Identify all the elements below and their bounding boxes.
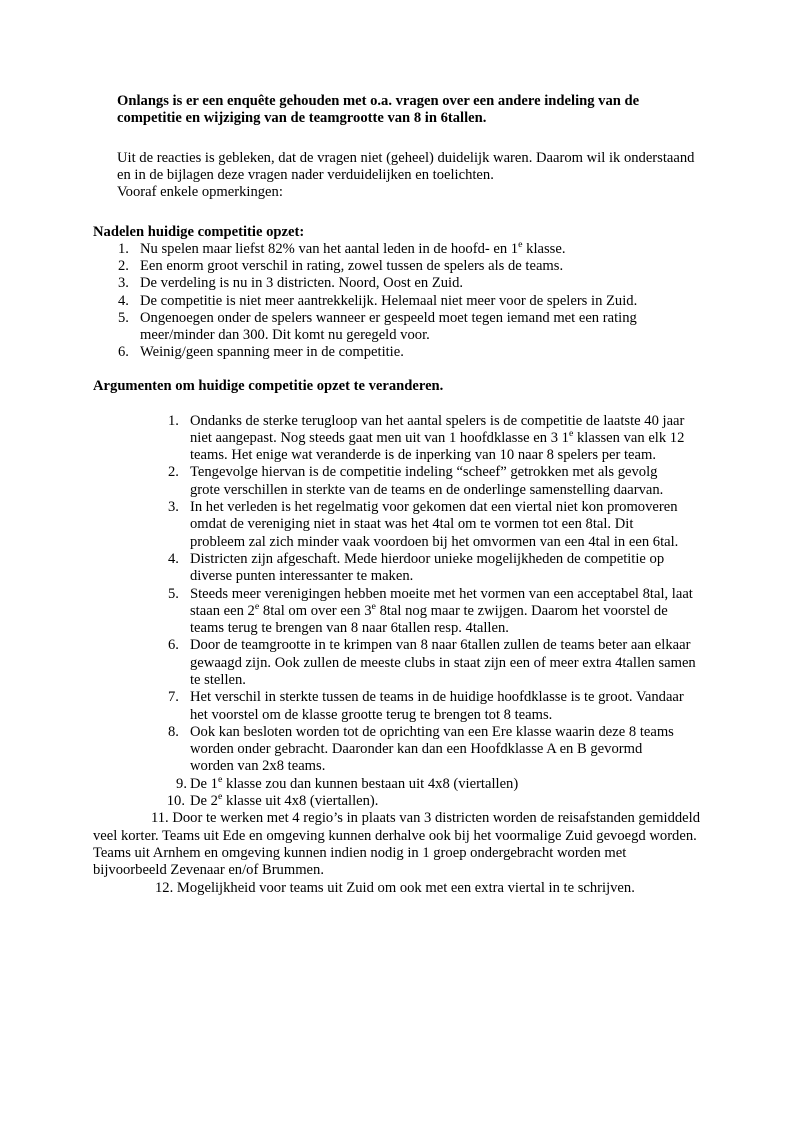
- spacer: [93, 361, 700, 378]
- list-item-11: 11. Door te werken met 4 regio’s in plaats van 3 districten worden de reisafstanden gemiddeld veel korter. Teams uit Ede en omgeving kunnen derhalve ook bij het voormalige Zuid gevoegd worden. Teams uit Arnhem en omgeving kunnen indien nodig in 1 groep ondergebracht worden met bijvoorbeeld Zevenaar en/of Brummen.: [93, 810, 700, 879]
- item-text-before: De 2: [190, 793, 218, 810]
- item-text-part1: Het verschil in sterkte tussen de teams in de huidige hoofdklasse is te groot. Vandaar het voorstel om de klasse grootte terug te brengen tot 8 teams.: [190, 689, 684, 723]
- item-text-before: Een enorm groot verschil in rating, zowel tussen de spelers als de teams.: [140, 258, 564, 275]
- spacer: [93, 202, 700, 224]
- list-item: [93, 241, 700, 258]
- list-item: [93, 413, 699, 465]
- item-text-part1: Ondanks de sterke terugloop van het aantal spelers is de competitie de laatste 40 jaar niet aangepast. Nog steeds gaat men uit van 1 hoofdklasse en 3 1: [190, 412, 685, 446]
- item-number: 9.: [176, 775, 187, 792]
- nadelen-list: [93, 241, 700, 361]
- list-item: [93, 689, 685, 724]
- item-text-before: De 1: [190, 775, 218, 792]
- item-text-part1: Ook kan besloten worden tot de oprichting van een Ere klasse waarin deze 8 teams worden onder gebracht. Daaronder kan dan een Hoofdklasse A en B gevormd worden van 2x8 teams.: [190, 723, 674, 775]
- spacer: [93, 396, 700, 413]
- item-text-before: Nu spelen maar liefst 82% van het aantal leden in de hoofd- en 1: [140, 240, 519, 257]
- section-heading-nadelen: Nadelen huidige competitie opzet:: [93, 223, 305, 240]
- superscript-ordinal: e: [254, 600, 260, 612]
- item-text-part1: Steeds meer verenigingen hebben moeite met het vormen van een acceptabel 8tal, laat staan een 2: [190, 585, 693, 619]
- list-item: [93, 464, 685, 499]
- list-item-9: [93, 773, 699, 793]
- item-text-before: De verdeling is nu in 3 districten. Noord, Oost en Zuid.: [140, 275, 464, 292]
- list-item: [93, 551, 699, 586]
- item-text-part1: Tengevolge hiervan is de competitie indeling “scheef” getrokken met als gevolg grote verschillen in sterkte van de teams en de onderlinge samenstelling daarvan.: [190, 464, 664, 498]
- superscript-ordinal: e: [371, 600, 376, 612]
- list-item: [93, 637, 699, 689]
- item-text-after: klasse uit 4x8 (viertallen).: [222, 793, 379, 810]
- section-heading-argumenten: Argumenten om huidige competitie opzet te veranderen.: [93, 378, 444, 395]
- item-text-part2: 8tal om over een 3: [259, 602, 372, 619]
- list-item: [93, 258, 700, 275]
- item-text-after: klasse.: [522, 240, 566, 257]
- item-text-part3: 8tal nog maar te zwijgen. Daarom het voorstel de teams terug te brengen van 8 naar 6tallen resp. 4tallen.: [190, 602, 668, 637]
- item-text-part1: Door de teamgrootte in te krimpen van 8 naar 6tallen zullen de teams beter aan elkaar gewaagd zijn. Ook zullen de meeste clubs in staat zijn een of meer extra 4tallen samen te stellen.: [190, 637, 696, 688]
- list-item: [93, 293, 700, 310]
- intro-bold-paragraph: Onlangs is er een enquête gehouden met o.a. vragen over een andere indeling van de competitie en wijziging van de teamgrootte van 8 in 6tallen.: [117, 93, 640, 127]
- item-text-before: Ongenoegen onder de spelers wanneer er gespeeld moet tegen iemand met een rating meer/minder dan 300. Dit komt nu geregeld voor.: [140, 309, 637, 343]
- spacer: [93, 128, 700, 150]
- list-item-12: 12. Mogelijkheid voor teams uit Zuid om ook met een extra viertal in te schrijven.: [155, 879, 635, 896]
- intro-body-paragraph: Uit de reacties is gebleken, dat de vragen niet (geheel) duidelijk waren. Daarom wil ik onderstaand en in de bijlagen deze vragen nader verduidelijken en toelichten.: [117, 149, 695, 184]
- item-number: 10.: [166, 793, 185, 810]
- list-item: [93, 724, 685, 776]
- document-content: [93, 93, 700, 897]
- item-text-part1: In het verleden is het regelmatig voor gekomen dat een viertal niet kon promoveren omdat de vereniging niet in staat was het 4tal om te vormen tot een 8tal. Dit probleem zal zich minder vaak voordoen bij het omvormen van een 4tal in een 6tal.: [190, 499, 679, 550]
- list-item: [93, 499, 685, 551]
- list-item: [93, 310, 700, 344]
- superscript-ordinal: e: [568, 427, 574, 439]
- intro-body-paragraph-2: Vooraf enkele opmerkingen:: [117, 184, 283, 201]
- item-text-before: De competitie is niet meer aantrekkelijk. Helemaal niet meer voor de spelers in Zuid.: [140, 292, 638, 309]
- superscript-ordinal: e: [518, 239, 523, 251]
- list-item-10: [93, 793, 699, 810]
- argumenten-list: [93, 413, 700, 776]
- superscript-ordinal: e: [217, 773, 223, 785]
- list-item: [93, 344, 700, 361]
- list-item: [93, 586, 699, 638]
- item-text-before: Weinig/geen spanning meer in de competitie.: [140, 344, 404, 361]
- item-text-after: klasse zou dan kunnen bestaan uit 4x8 (viertallen): [222, 775, 519, 792]
- superscript-ordinal: e: [217, 791, 223, 803]
- item-text-part1: Districten zijn afgeschaft. Mede hierdoor unieke mogelijkheden de competitie op diverse punten interessanter te maken.: [190, 550, 665, 585]
- item-text-part2: klassen van elk 12 teams. Het enige wat veranderde is de inperking van 10 naar 8 spelers per team.: [190, 429, 685, 464]
- list-item: [93, 275, 700, 292]
